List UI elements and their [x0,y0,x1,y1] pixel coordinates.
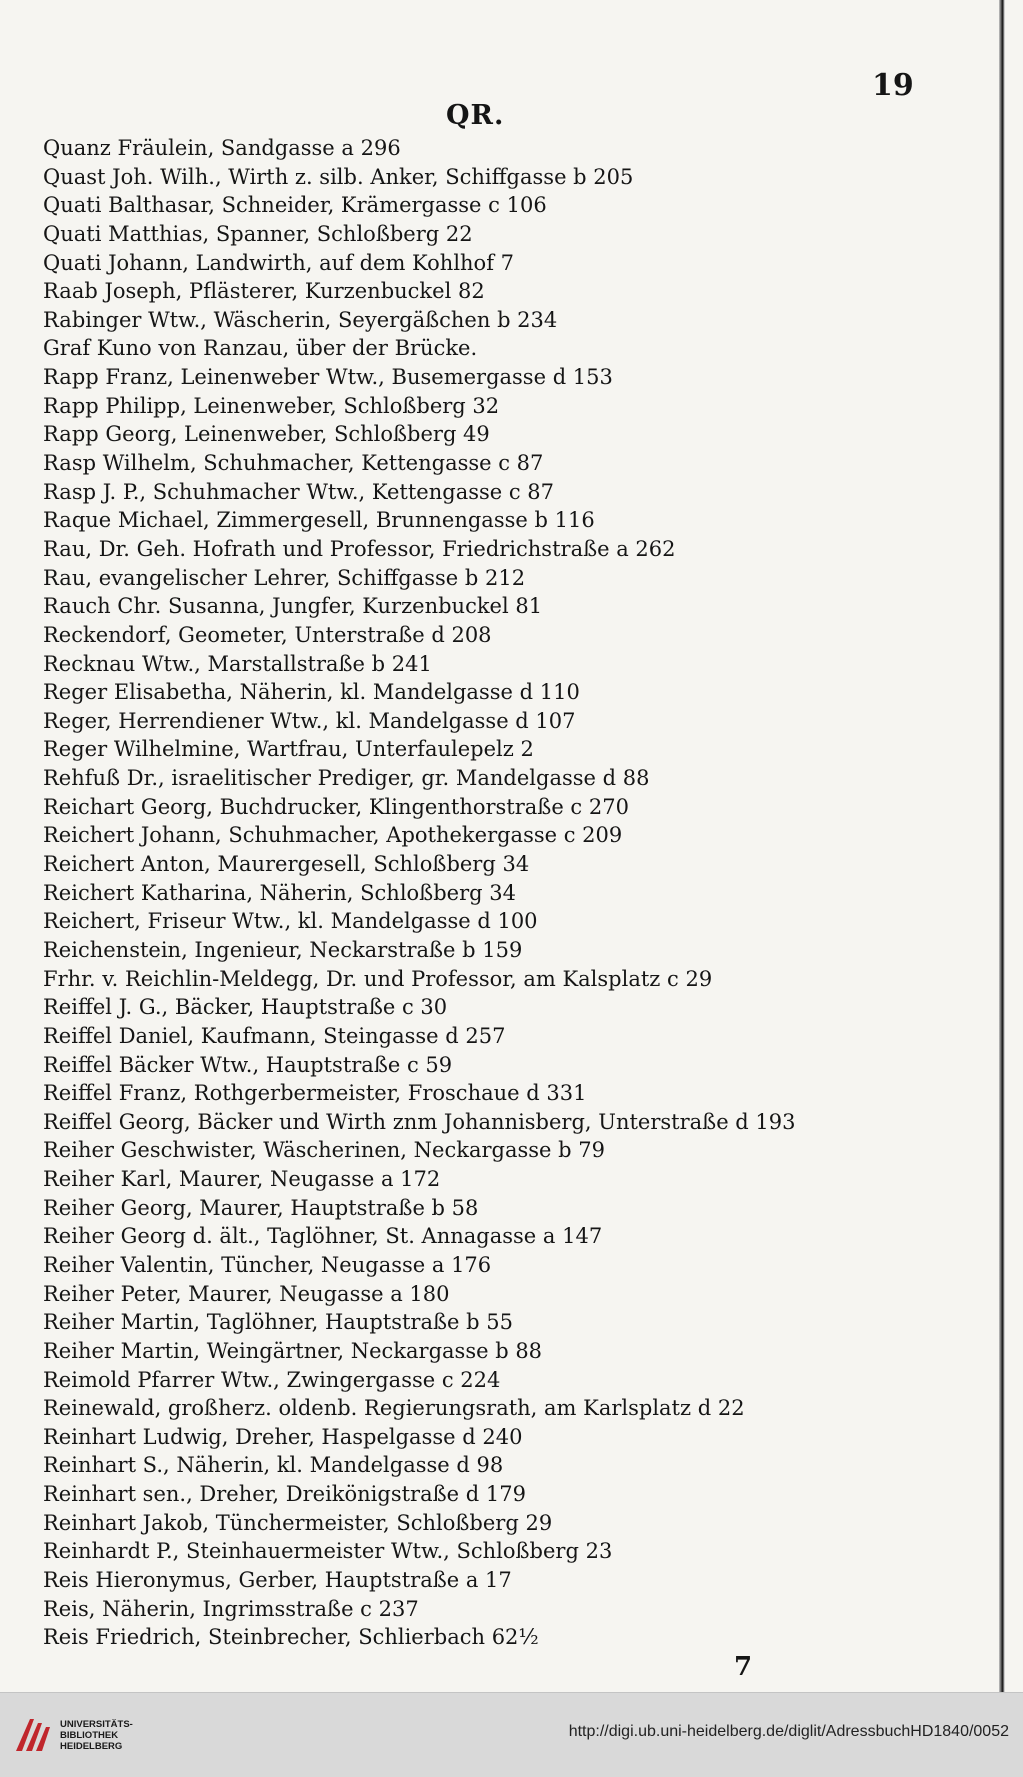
directory-entry: Raque Michael, Zimmergesell, Brunnengasse b 116 [43,508,595,533]
footer-bar [0,1692,1023,1777]
directory-entry: Recknau Wtw., Marstallstraße b 241 [43,651,432,676]
directory-entries [43,134,973,1652]
section-heading: QR. [446,100,505,131]
directory-entry: Rau, evangelischer Lehrer, Schiffgasse b 212 [43,565,526,590]
directory-entry: Reichert Johann, Schuhmacher, Apothekergasse c 209 [43,823,623,848]
directory-entry: Reiher Peter, Maurer, Neugasse a 180 [43,1281,450,1306]
directory-entry: Reinhart S., Näherin, kl. Mandelgasse d 98 [43,1453,504,1478]
directory-entry: Reger, Herrendiener Wtw., kl. Mandelgasse d 107 [43,708,576,733]
directory-entry: Rapp Franz, Leinenweber Wtw., Busemergasse d 153 [43,365,613,390]
directory-entry: Quati Balthasar, Schneider, Krämergasse c 106 [43,193,547,218]
directory-entry: Reis, Näherin, Ingrimsstraße c 237 [43,1596,419,1621]
directory-entry: Reinhart Ludwig, Dreher, Haspelgasse d 240 [43,1424,523,1449]
directory-entry: Reinewald, großherz. oldenb. Regierungsrath, am Karlsplatz d 22 [43,1396,745,1421]
directory-entry: Rabinger Wtw., Wäscherin, Seyergäßchen b 234 [43,307,558,332]
directory-entry: Graf Kuno von Ranzau, über der Brücke. [43,336,478,361]
directory-entry: Reiher Georg d. ält., Taglöhner, St. Annagasse a 147 [43,1224,603,1249]
directory-entry: Frhr. v. Reichlin-Meldegg, Dr. und Professor, am Kalsplatz c 29 [43,966,713,991]
directory-entry: Rau, Dr. Geh. Hofrath und Professor, Friedrichstraße a 262 [43,536,676,561]
directory-entry: Reichart Georg, Buchdrucker, Klingenthorstraße c 270 [43,794,629,819]
library-name-line: UNIVERSITÄTS- [60,1719,133,1730]
directory-entry: Raab Joseph, Pflästerer, Kurzenbuckel 82 [43,279,485,304]
source-url-link[interactable]: http://digi.ub.uni-heidelberg.de/diglit/AdressbuchHD1840/0052 [568,1723,1009,1740]
directory-entry: Rasp Wilhelm, Schuhmacher, Kettengasse c 87 [43,451,544,476]
library-name-line: BIBLIOTHEK [60,1730,119,1741]
directory-entry: Quast Joh. Wilh., Wirth z. silb. Anker, Schiffgasse b 205 [43,164,634,189]
directory-entry: Quati Matthias, Spanner, Schloßberg 22 [43,221,473,246]
directory-entry: Reiher Martin, Weingärtner, Neckargasse b 88 [43,1338,543,1363]
directory-entry: Rauch Chr. Susanna, Jungfer, Kurzenbuckel 81 [43,594,543,619]
directory-entry: Reiffel Georg, Bäcker und Wirth znm Johannisberg, Unterstraße d 193 [43,1109,796,1134]
directory-entry: Reimold Pfarrer Wtw., Zwingergasse c 224 [43,1367,501,1392]
page-edge-shadow [999,0,1005,1692]
directory-entry: Reiher Georg, Maurer, Hauptstraße b 58 [43,1195,479,1220]
directory-entry: Quati Johann, Landwirth, auf dem Kohlhof 7 [43,250,515,275]
directory-entry: Reis Hieronymus, Gerber, Hauptstraße a 17 [43,1568,512,1593]
directory-entry: Reiffel Franz, Rothgerbermeister, Froschaue d 331 [43,1081,587,1106]
directory-entry: Reiffel Daniel, Kaufmann, Steingasse d 257 [43,1023,506,1048]
page-number: 19 [872,68,914,103]
signature-mark: 7 [734,1652,753,1682]
directory-entry: Rapp Georg, Leinenweber, Schloßberg 49 [43,422,490,447]
directory-entry: Reichert, Friseur Wtw., kl. Mandelgasse d 100 [43,909,538,934]
directory-entry: Reger Wilhelmine, Wartfrau, Unterfaulepelz 2 [43,737,534,762]
library-name [60,1719,150,1752]
directory-entry: Reckendorf, Geometer, Unterstraße d 208 [43,622,492,647]
directory-entry: Reichert Katharina, Näherin, Schloßberg 34 [43,880,516,905]
directory-entry: Reiffel Bäcker Wtw., Hauptstraße c 59 [43,1052,453,1077]
directory-entry: Quanz Fräulein, Sandgasse a 296 [43,136,401,160]
directory-entry: Rapp Philipp, Leinenweber, Schloßberg 32 [43,393,500,418]
directory-entry: Rehfuß Dr., israelitischer Prediger, gr. Mandelgasse d 88 [43,766,650,791]
directory-entry: Reiher Karl, Maurer, Neugasse a 172 [43,1167,441,1192]
directory-entry: Reger Elisabetha, Näherin, kl. Mandelgasse d 110 [43,680,580,705]
directory-entry: Reinhart Jakob, Tünchermeister, Schloßberg 29 [43,1510,553,1535]
directory-entry: Rasp J. P., Schuhmacher Wtw., Kettengasse c 87 [43,479,555,504]
directory-entry: Reiffel J. G., Bäcker, Hauptstraße c 30 [43,995,448,1020]
library-logo-icon [10,1711,56,1757]
directory-entry: Reiher Martin, Taglöhner, Hauptstraße b 55 [43,1310,513,1335]
directory-entry: Reichert Anton, Maurergesell, Schloßberg 34 [43,852,530,877]
directory-entry: Reis Friedrich, Steinbrecher, Schlierbach 62½ [43,1625,539,1650]
directory-entry: Reiher Geschwister, Wäscherinen, Neckargasse b 79 [43,1138,605,1163]
library-name-line: HEIDELBERG [60,1741,123,1752]
directory-entry: Reiher Valentin, Tüncher, Neugasse a 176 [43,1252,492,1277]
directory-entry: Reinhardt P., Steinhauermeister Wtw., Schloßberg 23 [43,1539,613,1564]
directory-entry: Reinhart sen., Dreher, Dreikönigstraße d 179 [43,1482,526,1507]
directory-entry: Reichenstein, Ingenieur, Neckarstraße b 159 [43,937,523,962]
